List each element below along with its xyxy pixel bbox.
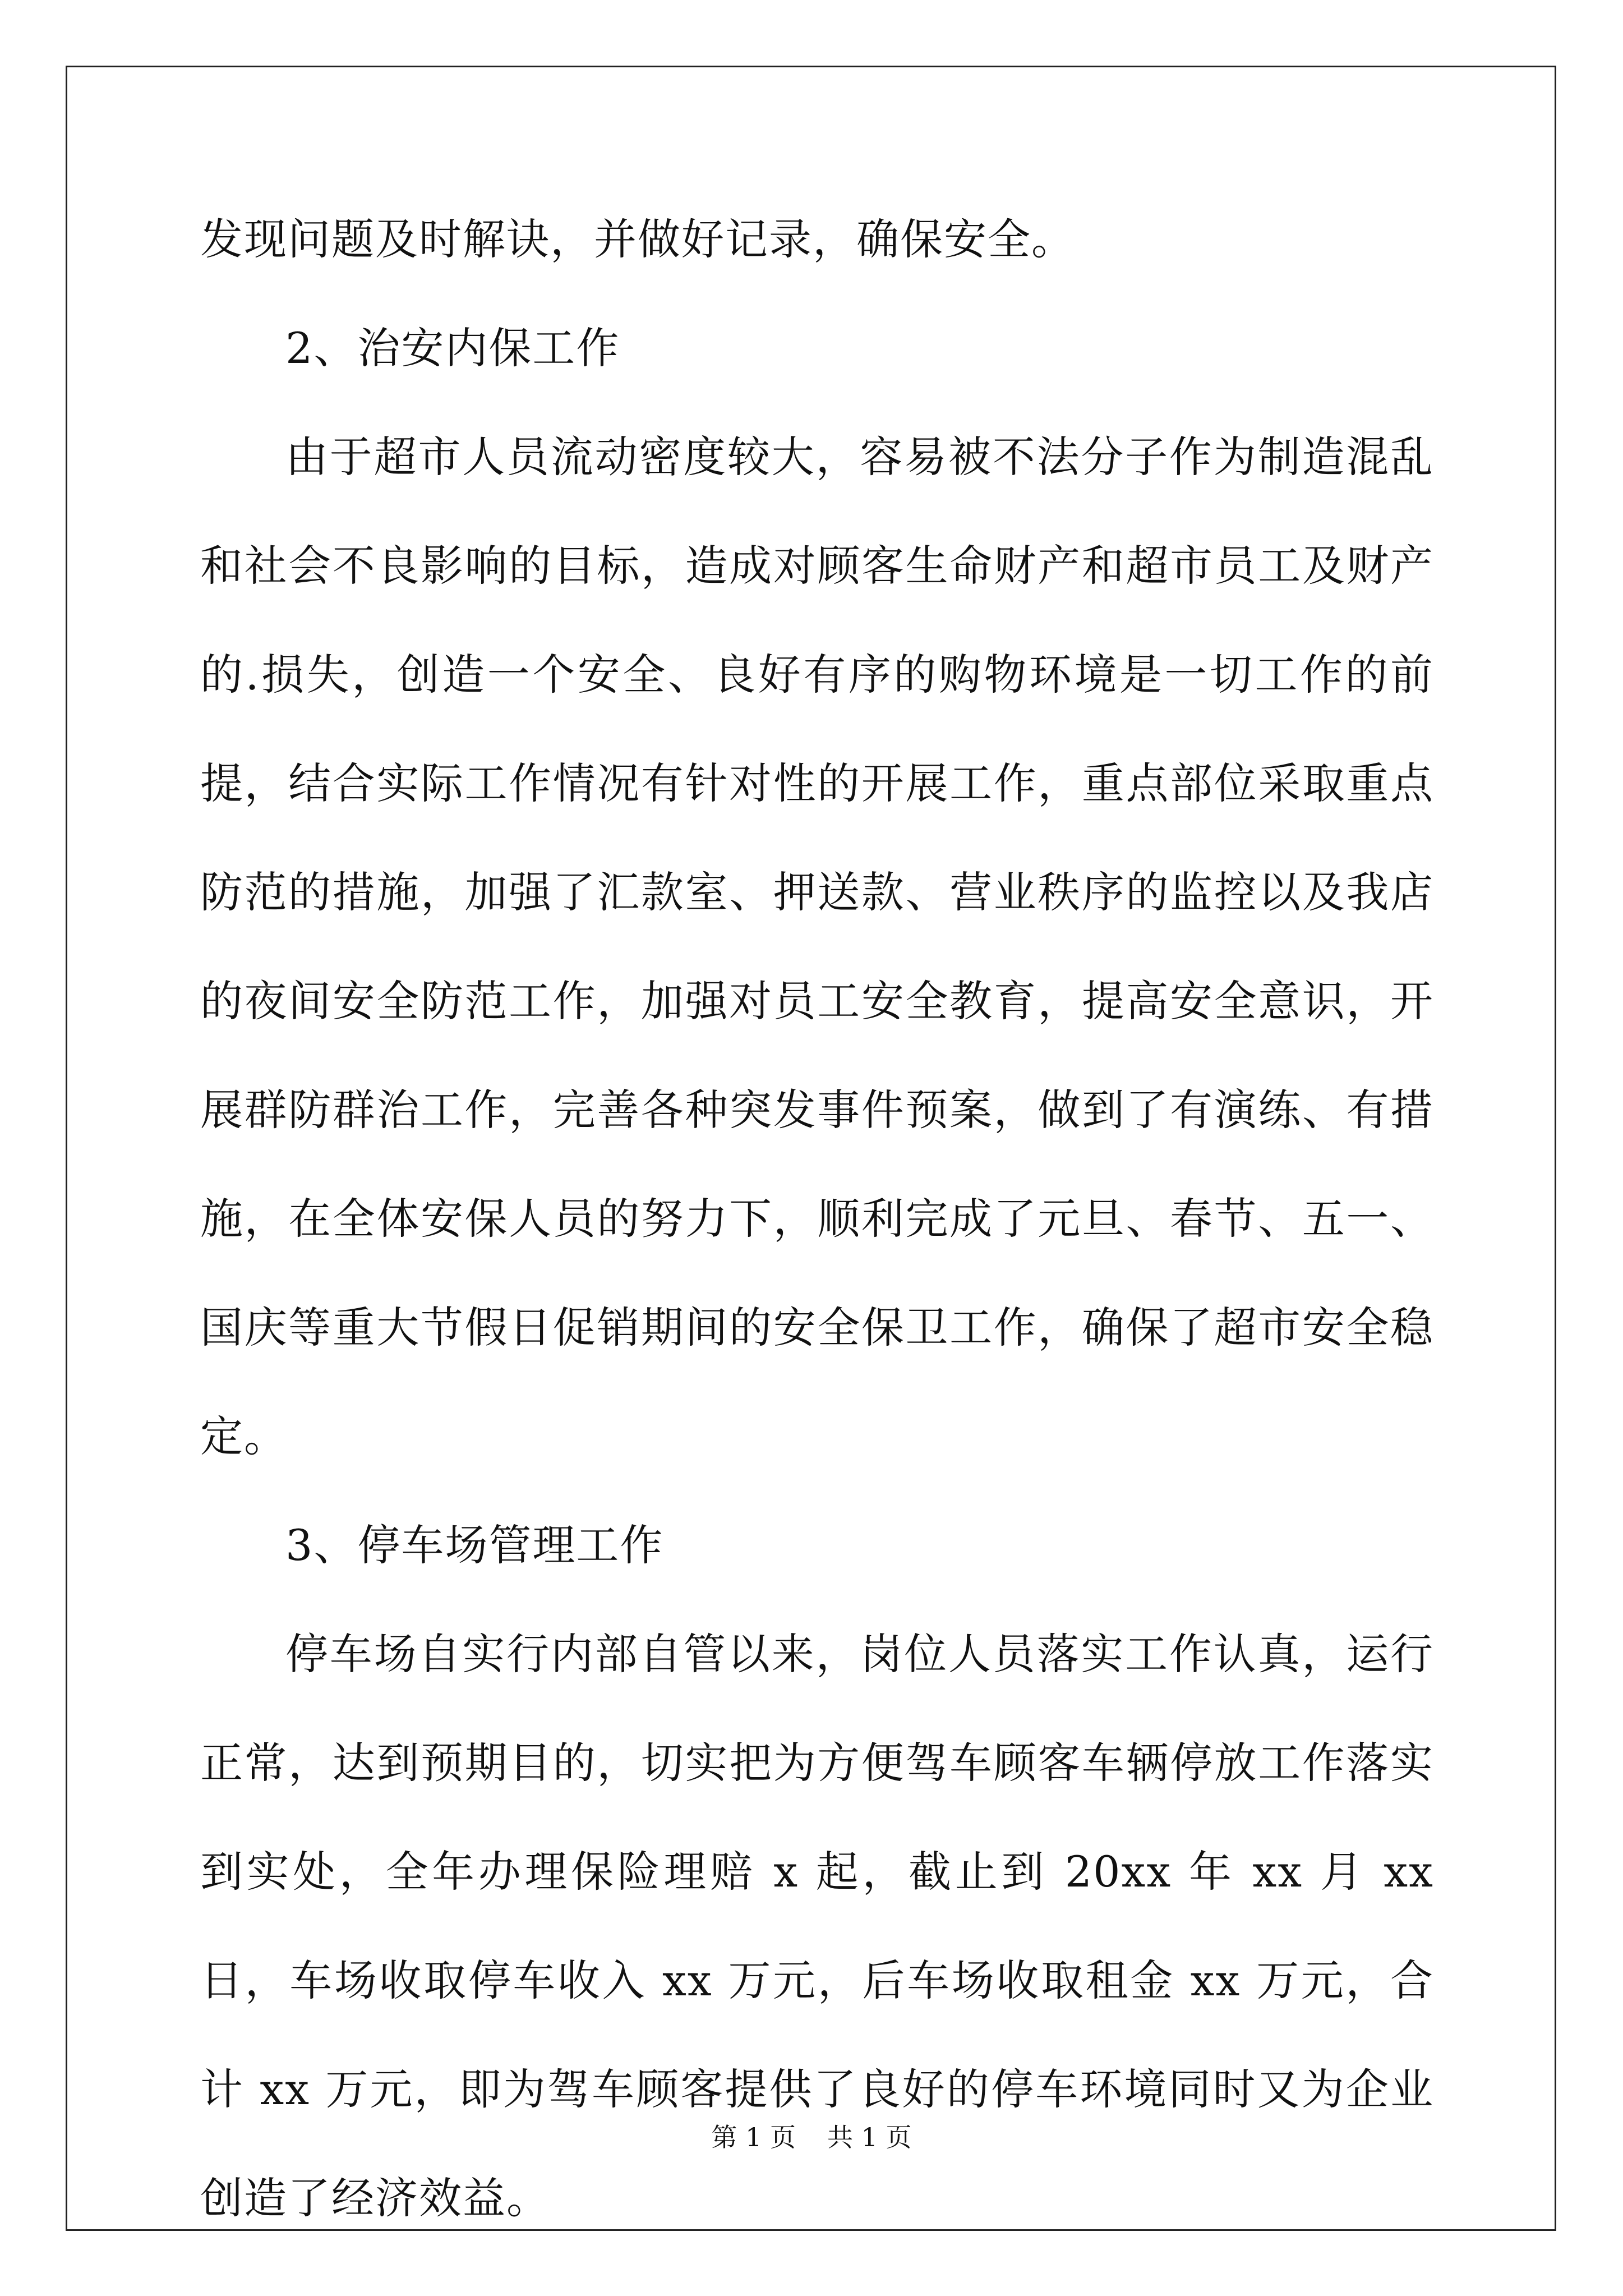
page-total: 共 1 页 — [827, 2122, 912, 2152]
paragraph-parking: 停车场自实行内部自管以来，岗位人员落实工作认真，运行正常，达到预期目的，切实把为方便驾车顾客车辆停放工作落实到实处，全年办理保险理赔 x 起，截止到 20xx 年 xx 月 xx 日，车场收取停车收入 xx 万元，后车场收取租金 xx 万元，合计 xx 万元，即为驾车顾客提供了良好的停车环境同时又为企业创造了经济效益。 — [200, 1629, 1434, 2223]
page-number: 第 1 页 — [711, 2122, 796, 2152]
document-body — [200, 185, 1434, 2253]
page-footer — [0, 2120, 1623, 2154]
paragraph-continuation: 发现问题及时解诀，并做好记录，确保安全。 — [200, 214, 1075, 264]
paragraph-security: 由于超市人员流动密度较大，容易被不法分子作为制造混乱和社会不良影响的目标，造成对顾客生命财产和超市员工及财产的.损失，创造一个安全、良好有序的购物环境是一切工作的前提，结合实际工作情况有针对性的开展工作，重点部位采取重点防范的措施，加强了汇款室、押送款、营业秩序的监控以及我店的夜间安全防范工作，加强对员工安全教育，提高安全意识，开展群防群治工作，完善各种突发事件预案，做到了有演练、有措施，在全体安保人员的努力下，顺利完成了元旦、春节、五一、国庆等重大节假日促销期间的安全保卫工作，确保了超市安全稳定。 — [200, 432, 1434, 1461]
section-heading-security: 2、治安内保工作 — [285, 323, 620, 373]
section-heading-parking: 3、停车场管理工作 — [285, 1520, 664, 1570]
